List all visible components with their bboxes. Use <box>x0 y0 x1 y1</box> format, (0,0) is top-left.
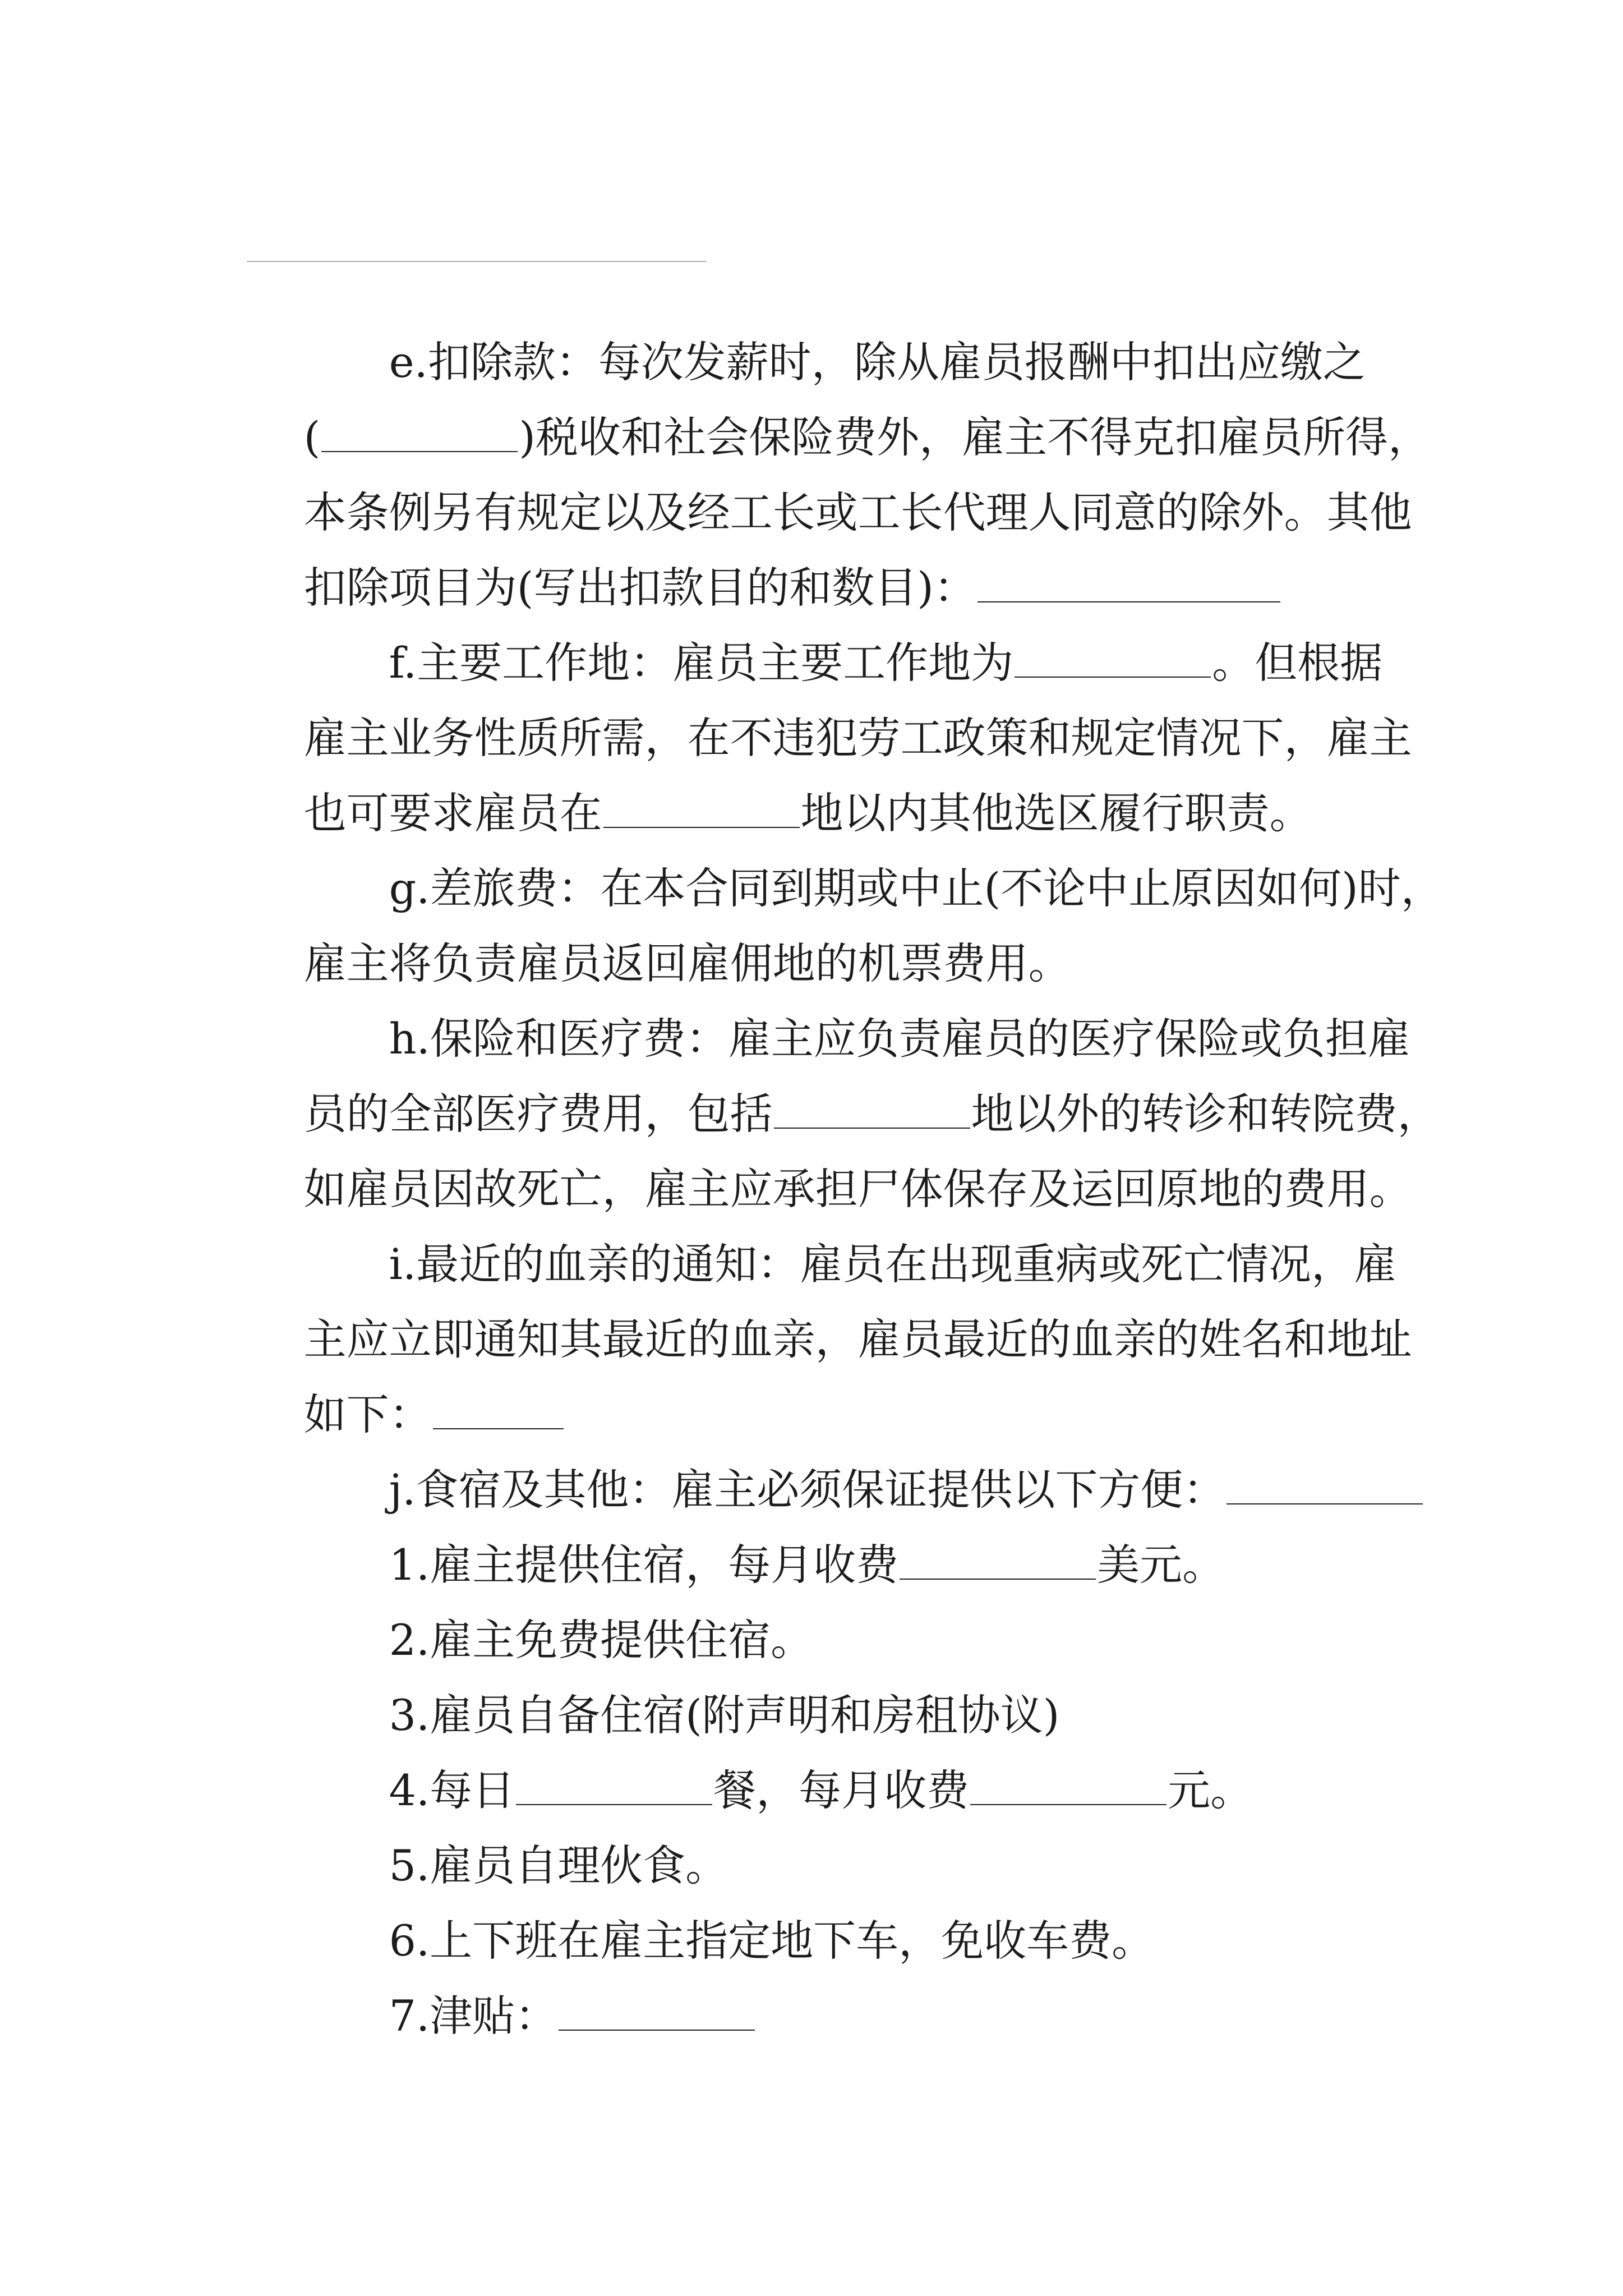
meal-fee-blank[interactable] <box>970 1770 1166 1805</box>
referral-location-blank[interactable] <box>774 1094 970 1129</box>
tax-blank[interactable] <box>321 417 518 452</box>
deduction-items-blank[interactable] <box>978 568 1280 602</box>
main-workplace-blank[interactable] <box>1015 643 1211 678</box>
clause-e-line-2: ( )税收和社会保险费外，雇主不得克扣雇员所得， <box>303 412 1431 462</box>
clause-e-line-1: e.扣除款：每次发薪时，除从雇员报酬中扣出应缴之 <box>389 337 1366 387</box>
facilities-blank[interactable] <box>1227 1470 1423 1504</box>
item-4: 4.每日 餐，每月收费 元。 <box>389 1765 1253 1815</box>
clause-i-line-3: 如下： <box>250 1351 565 1479</box>
clause-h-line-2: 员的全部医疗费用，包括 地以外的转诊和转院费， <box>303 1089 1440 1139</box>
housing-fee-blank[interactable] <box>900 1545 1096 1580</box>
clause-i-line-2: 主应立即通知其最近的血亲，雇员最近的血亲的姓名和地址 <box>303 1314 1412 1364</box>
allowance-blank[interactable] <box>559 1996 755 2031</box>
meals-per-day-blank[interactable] <box>516 1770 712 1805</box>
clause-f-line-1: f.主要工作地：雇员主要工作地为 。但根据 <box>389 638 1383 688</box>
item-6: 6.上下班在雇主指定地下车，免收车费。 <box>389 1916 1155 1966</box>
item-1: 1.雇主提供住宿，每月收费 美元。 <box>389 1540 1225 1590</box>
duty-region-blank[interactable] <box>603 793 800 828</box>
clause-i-line-1: i.最近的血亲的通知：雇员在出现重病或死亡情况，雇 <box>389 1239 1397 1289</box>
clause-j-line-1: j.食宿及其他：雇主必须保证提供以下方便： <box>335 1426 1424 1554</box>
clause-h-line-1: h.保险和医疗费：雇主应负责雇员的医疗保险或负担雇 <box>389 1014 1410 1064</box>
clause-h-line-3: 如雇员因故死亡，雇主应承担尸体保存及运回原地的费用。 <box>303 1164 1412 1214</box>
item-7: 7.津贴： <box>335 1952 756 2080</box>
clause-f-line-2: 雇主业务性质所需，在不违犯劳工政策和规定情况下，雇主 <box>303 713 1412 763</box>
header-rule <box>247 261 707 262</box>
clause-e-line-3: 本条例另有规定以及经工长或工长代理人同意的除外。其他 <box>303 487 1412 537</box>
clause-f-line-3: 也可要求雇员在 地以内其他选区履行职责。 <box>303 788 1312 838</box>
item-5: 5.雇员自理伙食。 <box>389 1841 728 1890</box>
clause-g-line-2: 雇主将负责雇员返回雇佣地的机票费用。 <box>303 938 1071 988</box>
item-2: 2.雇主免费提供住宿。 <box>389 1615 814 1665</box>
next-of-kin-blank[interactable] <box>433 1395 564 1429</box>
clause-g-line-1: g.差旅费：在本合同到期或中止(不论中止原因如何)时， <box>389 863 1444 913</box>
item-3: 3.雇员自备住宿(附声明和房租协议) <box>389 1690 1060 1740</box>
clause-e-line-4: 扣除项目为(写出扣款目的和数目)： <box>250 524 1281 652</box>
